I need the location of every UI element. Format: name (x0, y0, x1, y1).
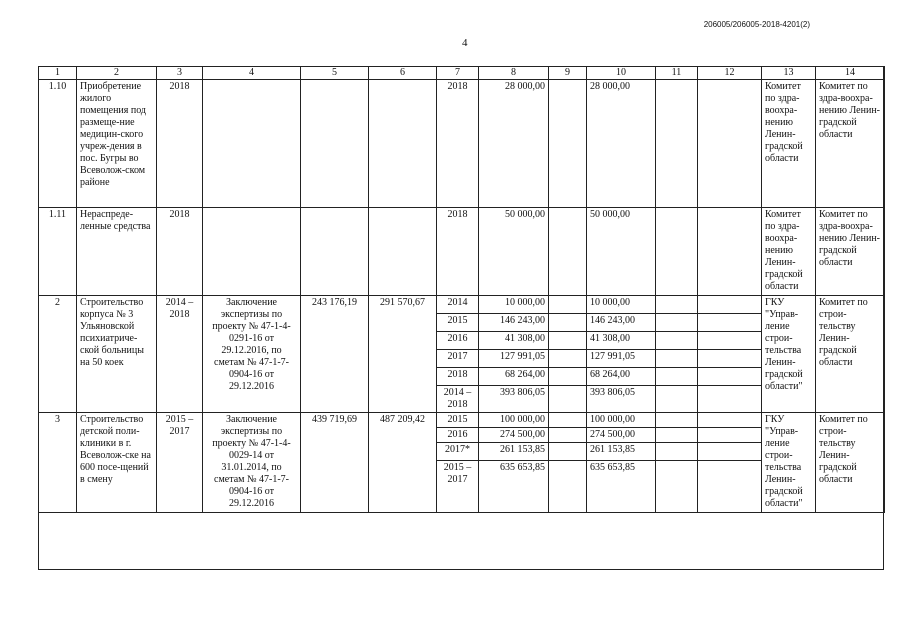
col12-cell (698, 332, 762, 350)
total-cost-cell (369, 208, 437, 296)
expertise-cell: Заключение экспертизы по проекту № 47-1-4-0029-14 от 31.01.2014, по сметам № 47-1-7-0904-16 от 29.12.2016 (203, 413, 301, 513)
col9-cell (549, 332, 587, 350)
col12-cell (698, 386, 762, 413)
table-row (39, 208, 885, 296)
estimated-cost-cell (301, 80, 369, 208)
estimated-cost-cell: 243 176,19 (301, 296, 369, 413)
amount-col8-cell: 274 500,00 (479, 428, 549, 443)
col11-cell (656, 386, 698, 413)
col11-cell (656, 80, 698, 208)
amount-col10-cell: 146 243,00 (587, 314, 656, 332)
column-number-row (39, 67, 885, 80)
object-name-cell: Нераспреде-ленные средства (77, 208, 157, 296)
year-cell: 2017* (437, 443, 479, 461)
amount-col10-cell: 100 000,00 (587, 413, 656, 428)
col11-cell (656, 332, 698, 350)
column-number-header: 8 (479, 67, 549, 80)
table-row (39, 413, 885, 428)
expertise-cell: Заключение экспертизы по проекту № 47-1-4-0291-16 от 29.12.2016, по сметам № 47-1-7-0904-16 от 29.12.2016 (203, 296, 301, 413)
amount-col10-cell: 50 000,00 (587, 208, 656, 296)
column-number-header: 10 (587, 67, 656, 80)
column-number-header: 2 (77, 67, 157, 80)
col9-cell (549, 443, 587, 461)
estimated-cost-cell (301, 208, 369, 296)
col11-cell (656, 208, 698, 296)
column-number-header: 1 (39, 67, 77, 80)
customer-cell: Комитет по здра-воохра-нению Ленин-градской области (762, 208, 816, 296)
col11-cell (656, 413, 698, 428)
period-cell: 2014 – 2018 (157, 296, 203, 413)
amount-col10-cell: 28 000,00 (587, 80, 656, 208)
col9-cell (549, 80, 587, 208)
total-cost-cell: 291 570,67 (369, 296, 437, 413)
amount-col10-cell: 41 308,00 (587, 332, 656, 350)
col9-cell (549, 461, 587, 513)
col9-cell (549, 413, 587, 428)
column-number-header: 11 (656, 67, 698, 80)
row-number-cell: 1.11 (39, 208, 77, 296)
row-number-cell: 3 (39, 413, 77, 513)
amount-col10-cell: 261 153,85 (587, 443, 656, 461)
year-cell: 2015 (437, 314, 479, 332)
col11-cell (656, 443, 698, 461)
col12-cell (698, 443, 762, 461)
period-cell: 2018 (157, 208, 203, 296)
expertise-cell (203, 208, 301, 296)
total-cost-cell (369, 80, 437, 208)
year-cell: 2014 – 2018 (437, 386, 479, 413)
year-cell: 2018 (437, 368, 479, 386)
year-cell: 2017 (437, 350, 479, 368)
column-number-header: 13 (762, 67, 816, 80)
expertise-cell (203, 80, 301, 208)
amount-col10-cell: 68 264,00 (587, 368, 656, 386)
amount-col8-cell: 50 000,00 (479, 208, 549, 296)
col12-cell (698, 428, 762, 443)
amount-col8-cell: 28 000,00 (479, 80, 549, 208)
col9-cell (549, 208, 587, 296)
amount-col8-cell: 100 000,00 (479, 413, 549, 428)
column-number-header: 5 (301, 67, 369, 80)
col9-cell (549, 350, 587, 368)
col11-cell (656, 314, 698, 332)
year-cell: 2015 – 2017 (437, 461, 479, 513)
document-id: 206005/206005-2018-4201(2) (703, 20, 810, 29)
period-cell: 2015 – 2017 (157, 413, 203, 513)
col9-cell (549, 314, 587, 332)
amount-col8-cell: 635 653,85 (479, 461, 549, 513)
row-number-cell: 1.10 (39, 80, 77, 208)
year-cell: 2015 (437, 413, 479, 428)
col9-cell (549, 386, 587, 413)
column-number-header: 9 (549, 67, 587, 80)
object-name-cell: Приобретение жилого помещения под размеще-ние медицин-ского учреж-дения в пос. Бугры во Всеволож-ском районе (77, 80, 157, 208)
object-name-cell: Строительство корпуса № 3 Ульяновской психиатриче-ской больницы на 50 коек (77, 296, 157, 413)
amount-col10-cell: 635 653,85 (587, 461, 656, 513)
column-number-header: 7 (437, 67, 479, 80)
col11-cell (656, 350, 698, 368)
responsible-cell: Комитет по строи-тельству Ленин-градской области (816, 296, 885, 413)
amount-col10-cell: 10 000,00 (587, 296, 656, 314)
amount-col10-cell: 127 991,05 (587, 350, 656, 368)
customer-cell: ГКУ "Управ-ление строи-тельства Ленин-градской области" (762, 413, 816, 513)
col11-cell (656, 296, 698, 314)
page-number: 4 (462, 37, 468, 49)
col11-cell (656, 368, 698, 386)
col12-cell (698, 296, 762, 314)
responsible-cell: Комитет по строи-тельству Ленин-градской области (816, 413, 885, 513)
col12-cell (698, 314, 762, 332)
col12-cell (698, 413, 762, 428)
amount-col8-cell: 68 264,00 (479, 368, 549, 386)
table-row (39, 80, 885, 208)
amount-col8-cell: 393 806,05 (479, 386, 549, 413)
col9-cell (549, 296, 587, 314)
year-cell: 2016 (437, 332, 479, 350)
year-cell: 2018 (437, 208, 479, 296)
responsible-cell: Комитет по здра-воохра-нению Ленин-градской области (816, 208, 885, 296)
col12-cell (698, 350, 762, 368)
data-table (38, 66, 885, 513)
row-number-cell: 2 (39, 296, 77, 413)
column-number-header: 4 (203, 67, 301, 80)
col12-cell (698, 80, 762, 208)
period-cell: 2018 (157, 80, 203, 208)
amount-col10-cell: 274 500,00 (587, 428, 656, 443)
year-cell: 2018 (437, 80, 479, 208)
column-number-header: 3 (157, 67, 203, 80)
object-name-cell: Строительство детской поли-клиники в г. Всеволож-ске на 600 посе-щений в смену (77, 413, 157, 513)
amount-col8-cell: 261 153,85 (479, 443, 549, 461)
year-cell: 2016 (437, 428, 479, 443)
total-cost-cell: 487 209,42 (369, 413, 437, 513)
col12-cell (698, 208, 762, 296)
amount-col10-cell: 393 806,05 (587, 386, 656, 413)
customer-cell: Комитет по здра-воохра-нению Ленин-градской области (762, 80, 816, 208)
table-row (39, 296, 885, 314)
col11-cell (656, 428, 698, 443)
amount-col8-cell: 146 243,00 (479, 314, 549, 332)
customer-cell: ГКУ "Управ-ление строи-тельства Ленин-градской области" (762, 296, 816, 413)
column-number-header: 6 (369, 67, 437, 80)
col9-cell (549, 428, 587, 443)
column-number-header: 14 (816, 67, 885, 80)
col11-cell (656, 461, 698, 513)
amount-col8-cell: 127 991,05 (479, 350, 549, 368)
year-cell: 2014 (437, 296, 479, 314)
col12-cell (698, 368, 762, 386)
estimated-cost-cell: 439 719,69 (301, 413, 369, 513)
col9-cell (549, 368, 587, 386)
col12-cell (698, 461, 762, 513)
column-number-header: 12 (698, 67, 762, 80)
responsible-cell: Комитет по здра-воохра-нению Ленин-градской области (816, 80, 885, 208)
amount-col8-cell: 10 000,00 (479, 296, 549, 314)
amount-col8-cell: 41 308,00 (479, 332, 549, 350)
